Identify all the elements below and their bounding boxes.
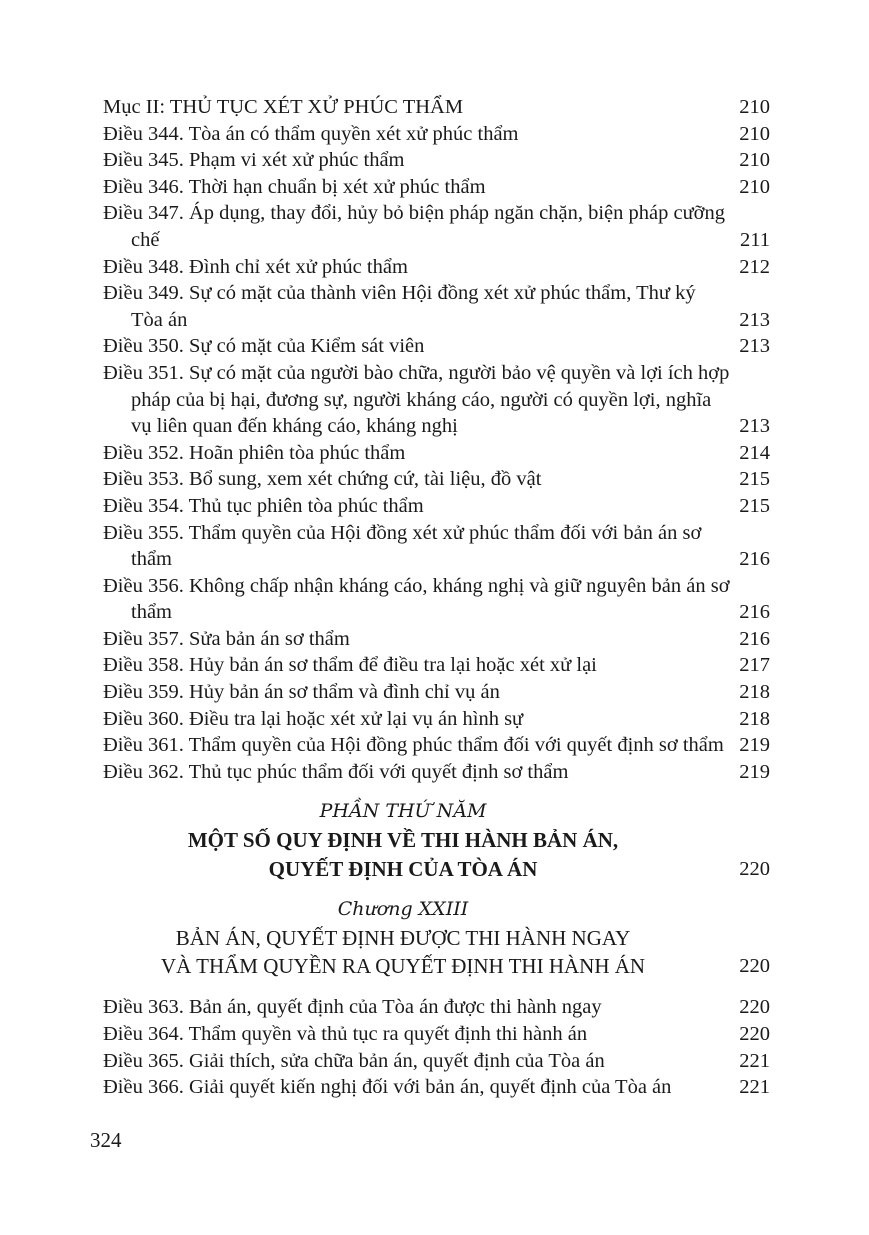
toc-entry-page: 210 <box>739 122 770 145</box>
toc-entry <box>103 360 770 440</box>
toc-entry-page: 221 <box>739 1076 770 1099</box>
toc-entries-top <box>103 94 770 785</box>
toc-entry <box>103 994 770 1021</box>
toc-entry-title: Điều 352. Hoãn phiên tòa phúc thẩm <box>103 441 406 464</box>
part-title-line2: QUYẾT ĐỊNH CỦA TÒA ÁN <box>268 857 538 882</box>
toc-entry-page: 218 <box>739 707 770 730</box>
toc-entry <box>103 759 770 786</box>
toc-entry <box>103 440 770 467</box>
toc-entry-title: Điều 360. Điều tra lại hoặc xét xử lại vụ án hình sự <box>103 707 524 730</box>
toc-entry-title: Điều 355. Thẩm quyền của Hội đồng xét xử phúc thẩm đối với bản án sơ thẩm <box>103 521 702 571</box>
toc-entry-title: Điều 359. Hủy bản án sơ thẩm và đình chỉ vụ án <box>103 681 500 704</box>
toc-entry-title: Điều 350. Sự có mặt của Kiểm sát viên <box>103 335 425 358</box>
toc-entry <box>103 280 770 333</box>
toc-entry <box>103 94 770 121</box>
toc-entry-title: Điều 345. Phạm vi xét xử phúc thẩm <box>103 149 405 172</box>
chapter-page-number: 220 <box>739 955 770 978</box>
toc-entry <box>103 732 770 759</box>
toc-entry-title: Điều 362. Thủ tục phúc thẩm đối với quyết định sơ thẩm <box>103 760 569 783</box>
toc-entry <box>103 1048 770 1075</box>
toc-entry-title: Điều 358. Hủy bản án sơ thẩm để điều tra lại hoặc xét xử lại <box>103 654 597 677</box>
toc-entry <box>103 679 770 706</box>
toc-entries-bottom <box>103 994 770 1100</box>
toc-entry <box>103 626 770 653</box>
toc-entry-page: 213 <box>739 415 770 438</box>
toc-entry-page: 219 <box>739 734 770 757</box>
toc-entry-page: 210 <box>739 175 770 198</box>
toc-entry-title: Điều 354. Thủ tục phiên tòa phúc thẩm <box>103 494 424 517</box>
toc-entry-title: Điều 347. Áp dụng, thay đổi, hủy bỏ biện pháp ngăn chặn, biện pháp cưỡng chế <box>103 202 726 251</box>
toc-entry-title: Điều 356. Không chấp nhận kháng cáo, kháng nghị và giữ nguyên bản án sơ thẩm <box>103 574 730 624</box>
toc-entry <box>103 520 770 573</box>
chapter-title <box>103 924 770 980</box>
toc-entry-title: Điều 348. Đình chỉ xét xử phúc thẩm <box>103 255 408 278</box>
part-label: PHẦN THỨ NĂM <box>319 800 487 823</box>
toc-entry-page: 219 <box>739 760 770 783</box>
toc-entry-page: 216 <box>739 548 770 571</box>
toc-entry <box>103 333 770 360</box>
toc-entry <box>103 200 770 253</box>
toc-entry-title: Điều 353. Bổ sung, xem xét chứng cứ, tài liệu, đồ vật <box>103 468 542 491</box>
toc-entry-page: 211 <box>740 228 770 251</box>
toc-entry <box>103 254 770 281</box>
toc-entry-page: 217 <box>739 654 770 677</box>
toc-entry <box>103 466 770 493</box>
toc-entry-title: Điều 357. Sửa bản án sơ thẩm <box>103 627 350 650</box>
toc-entry-title: Điều 344. Tòa án có thẩm quyền xét xử phúc thẩm <box>103 122 519 145</box>
toc-entry-page: 220 <box>739 996 770 1019</box>
part-title-line1: MỘT SỐ QUY ĐỊNH VỀ THI HÀNH BẢN ÁN, <box>187 828 619 853</box>
toc-entry-title: Mục II: THỦ TỤC XÉT XỬ PHÚC THẨM <box>103 96 464 118</box>
toc-entry <box>103 493 770 520</box>
toc-entry-title: Điều 361. Thẩm quyền của Hội đồng phúc thẩm đối với quyết định sơ thẩm <box>103 734 724 757</box>
toc-entry-page: 210 <box>739 96 770 118</box>
toc-entry-title: Điều 363. Bản án, quyết định của Tòa án được thi hành ngay <box>103 996 602 1019</box>
toc-entry-page: 216 <box>739 627 770 650</box>
toc-entry <box>103 121 770 148</box>
toc-entry-title: Điều 346. Thời hạn chuẩn bị xét xử phúc thẩm <box>103 175 486 198</box>
toc-entry-page: 210 <box>739 149 770 172</box>
toc-entry-page: 221 <box>739 1049 770 1072</box>
toc-entry-page: 218 <box>739 681 770 704</box>
part-title <box>103 826 770 884</box>
chapter-title-line2: VÀ THẨM QUYỀN RA QUYẾT ĐỊNH THI HÀNH ÁN <box>160 954 646 979</box>
table-of-contents <box>103 94 770 1101</box>
toc-entry-title: Điều 349. Sự có mặt của thành viên Hội đồng xét xử phúc thẩm, Thư ký Tòa án <box>103 282 696 331</box>
toc-entry-page: 215 <box>739 468 770 491</box>
toc-entry-title: Điều 351. Sự có mặt của người bào chữa, người bảo vệ quyền và lợi ích hợp pháp của bị hại, đương sự, người kháng cáo, người có quyền lợi, nghĩa vụ liên quan đến kháng cáo, kháng nghị <box>103 361 730 438</box>
toc-entry-page: 220 <box>739 1023 770 1046</box>
toc-entry-page: 215 <box>739 494 770 517</box>
chapter-label: Chương XXIII <box>337 898 469 921</box>
toc-entry-title: Điều 364. Thẩm quyền và thủ tục ra quyết định thi hành án <box>103 1023 588 1046</box>
chapter-title-line1: BẢN ÁN, QUYẾT ĐỊNH ĐƯỢC THI HÀNH NGAY <box>175 926 631 951</box>
toc-entry-title: Điều 366. Giải quyết kiến nghị đối với bản án, quyết định của Tòa án <box>103 1076 672 1099</box>
toc-entry-page: 213 <box>739 335 770 358</box>
toc-entry-page: 216 <box>739 601 770 624</box>
part-page-number: 220 <box>739 858 770 881</box>
toc-entry <box>103 147 770 174</box>
toc-entry <box>103 706 770 733</box>
toc-entry <box>103 174 770 201</box>
toc-entry-title: Điều 365. Giải thích, sửa chữa bản án, quyết định của Tòa án <box>103 1049 605 1072</box>
toc-entry-page: 213 <box>739 308 770 331</box>
toc-entry <box>103 1021 770 1048</box>
toc-entry <box>103 652 770 679</box>
page-folio: 324 <box>90 1128 122 1152</box>
toc-entry-page: 214 <box>739 441 770 464</box>
toc-entry-page: 212 <box>739 255 770 278</box>
toc-entry <box>103 1074 770 1101</box>
toc-entry <box>103 573 770 626</box>
